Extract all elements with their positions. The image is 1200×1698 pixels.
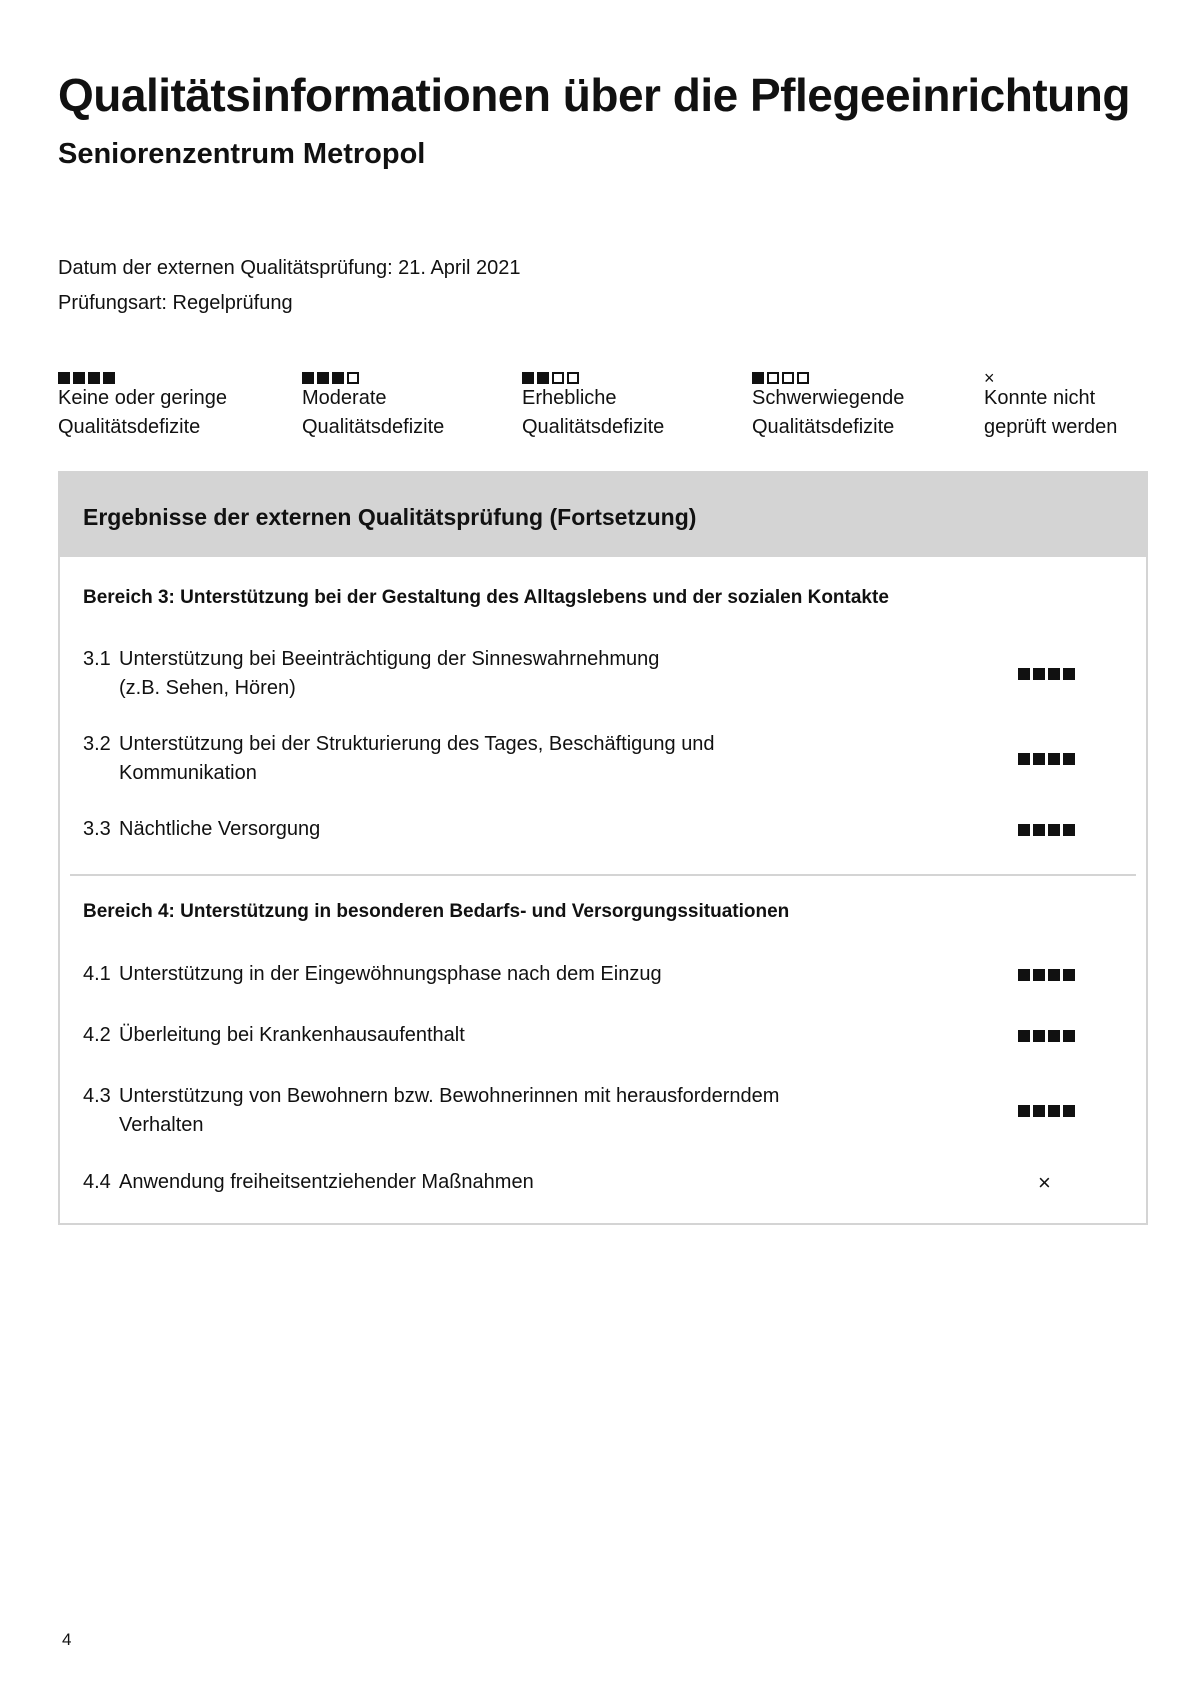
item-number: 4.3 — [83, 1085, 111, 1107]
legend-label: Qualitätsdefizite — [58, 416, 201, 438]
legend-item — [984, 368, 1154, 442]
filled-square-icon — [1048, 753, 1060, 765]
item-number: 4.2 — [83, 1024, 111, 1046]
filled-square-icon — [1063, 1105, 1075, 1117]
filled-square-icon — [317, 372, 329, 384]
item-text-line: Verhalten — [119, 1114, 204, 1136]
item-number: 3.3 — [83, 818, 111, 840]
page-title: Qualitätsinformationen über die Pflegeeinrichtung — [58, 69, 1130, 121]
inspection-date: Datum der externen Qualitätsprüfung: 21. April 2021 — [58, 257, 521, 279]
item-number: 3.2 — [83, 733, 111, 755]
item-text: Überleitung bei Krankenhausaufenthalt — [119, 1024, 465, 1046]
filled-square-icon — [1033, 668, 1045, 680]
filled-square-icon — [1048, 969, 1060, 981]
filled-square-icon — [1048, 1105, 1060, 1117]
item-number: 4.1 — [83, 963, 111, 985]
filled-square-icon — [1063, 824, 1075, 836]
filled-square-icon — [1048, 668, 1060, 680]
empty-square-icon — [567, 372, 579, 384]
legend-item — [522, 372, 692, 442]
rating-indicator — [1018, 668, 1075, 680]
filled-square-icon — [1018, 1105, 1030, 1117]
rating-legend — [0, 368, 1200, 452]
filled-square-icon — [1033, 969, 1045, 981]
legend-label: Erhebliche — [522, 387, 617, 409]
filled-square-icon — [73, 372, 85, 384]
filled-square-icon — [1033, 753, 1045, 765]
empty-square-icon — [347, 372, 359, 384]
filled-square-icon — [1033, 824, 1045, 836]
page-number: 4 — [62, 1630, 72, 1649]
filled-square-icon — [1063, 1030, 1075, 1042]
empty-square-icon — [782, 372, 794, 384]
rating-indicator — [1018, 1030, 1075, 1042]
legend-label: Qualitätsdefizite — [752, 416, 895, 438]
filled-square-icon — [332, 372, 344, 384]
filled-square-icon — [58, 372, 70, 384]
legend-item — [58, 372, 228, 442]
filled-square-icon — [1018, 969, 1030, 981]
rating-indicator — [1018, 1105, 1075, 1117]
item-text-line: Unterstützung bei der Strukturierung des Tages, Beschäftigung und — [119, 733, 715, 755]
section-title: Bereich 4: Unterstützung in besonderen Bedarfs- und Versorgungssituationen — [83, 901, 790, 922]
cross-icon: × — [984, 368, 995, 388]
empty-square-icon — [797, 372, 809, 384]
filled-square-icon — [752, 372, 764, 384]
filled-square-icon — [1033, 1105, 1045, 1117]
legend-label: Moderate — [302, 387, 387, 409]
item-text-line: Kommunikation — [119, 762, 257, 784]
filled-square-icon — [1033, 1030, 1045, 1042]
filled-square-icon — [522, 372, 534, 384]
rating-indicator — [1018, 969, 1075, 981]
section-divider — [70, 874, 1136, 876]
item-text-line: (z.B. Sehen, Hören) — [119, 677, 296, 699]
rating-indicator — [1018, 1168, 1051, 1199]
rating-squares-icon — [302, 372, 472, 384]
item-text — [119, 1082, 839, 1140]
filled-square-icon — [537, 372, 549, 384]
filled-square-icon — [88, 372, 100, 384]
empty-square-icon — [767, 372, 779, 384]
item-text: Anwendung freiheitsentziehender Maßnahmen — [119, 1171, 534, 1193]
item-number: 4.4 — [83, 1171, 111, 1193]
legend-label: Qualitätsdefizite — [522, 416, 665, 438]
legend-label: Keine oder geringe — [58, 387, 228, 409]
cross-icon: × — [1038, 1170, 1051, 1195]
facility-name: Seniorenzentrum Metropol — [58, 138, 426, 170]
empty-square-icon — [552, 372, 564, 384]
legend-label: Schwerwiegende — [752, 387, 905, 409]
filled-square-icon — [1018, 753, 1030, 765]
rating-squares-icon — [752, 372, 922, 384]
filled-square-icon — [1063, 668, 1075, 680]
rating-squares-icon — [522, 372, 692, 384]
filled-square-icon — [1048, 1030, 1060, 1042]
item-text: Nächtliche Versorgung — [119, 818, 321, 840]
rating-squares-icon — [58, 372, 228, 384]
item-text: Unterstützung in der Eingewöhnungsphase nach dem Einzug — [119, 963, 662, 985]
rating-indicator — [1018, 824, 1075, 836]
legend-label: Qualitätsdefizite — [302, 416, 445, 438]
filled-square-icon — [302, 372, 314, 384]
section-title: Bereich 3: Unterstützung bei der Gestaltung des Alltagslebens und der sozialen Kontakte — [83, 587, 889, 608]
filled-square-icon — [1048, 824, 1060, 836]
item-text — [119, 645, 839, 703]
legend-label: geprüft werden — [984, 416, 1118, 438]
item-text — [119, 730, 839, 788]
legend-item — [752, 372, 922, 442]
legend-item — [302, 372, 472, 442]
legend-label: Konnte nicht — [984, 387, 1096, 409]
filled-square-icon — [1018, 668, 1030, 680]
results-table — [58, 471, 1148, 1225]
item-text-line: Unterstützung von Bewohnern bzw. Bewohnerinnen mit herausforderndem — [119, 1085, 780, 1107]
inspection-type: Prüfungsart: Regelprüfung — [58, 292, 293, 314]
item-text-line: Unterstützung bei Beeinträchtigung der Sinneswahrnehmung — [119, 648, 660, 670]
item-number: 3.1 — [83, 648, 111, 670]
rating-indicator — [1018, 753, 1075, 765]
filled-square-icon — [1063, 969, 1075, 981]
filled-square-icon — [103, 372, 115, 384]
filled-square-icon — [1063, 753, 1075, 765]
filled-square-icon — [1018, 1030, 1030, 1042]
results-header: Ergebnisse der externen Qualitätsprüfung (Fortsetzung) — [60, 473, 1146, 557]
filled-square-icon — [1018, 824, 1030, 836]
